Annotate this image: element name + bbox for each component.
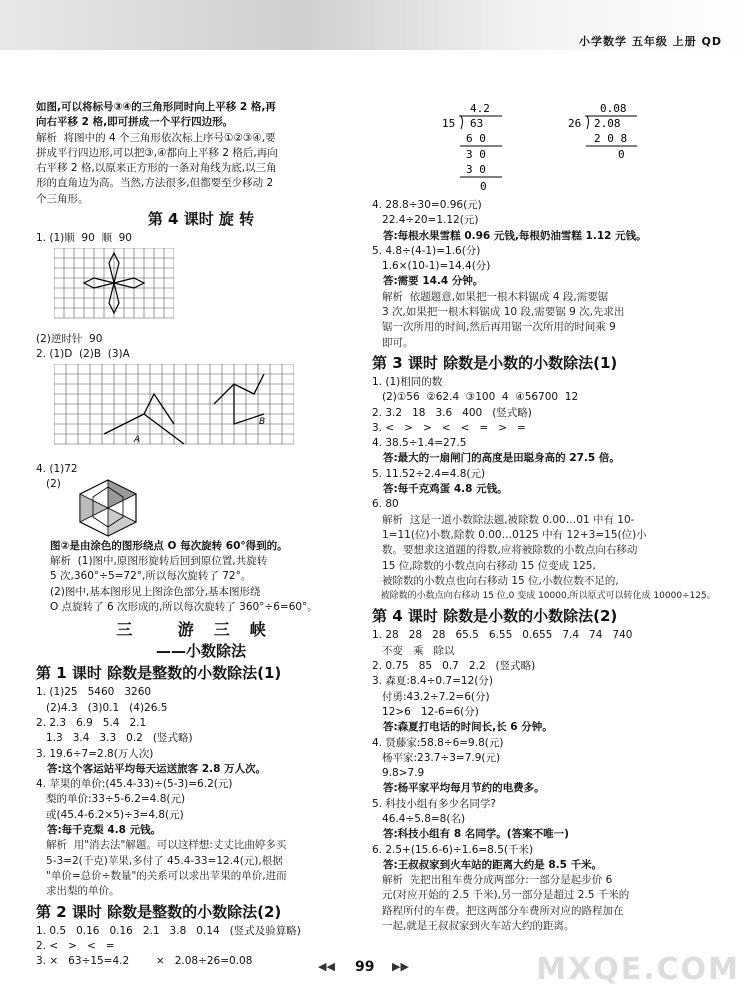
unit-title: 三 游三峡	[116, 620, 286, 640]
analysis-line: 5-3=2(千克)苹果,多付了 45.4-33=12.4(元),根据	[36, 854, 283, 867]
answer-line: 4. 贤藤家:58.8÷6=9.8(元)	[372, 736, 504, 749]
answer-line: 1. (1)顺 90 顺 90	[36, 232, 132, 245]
intro-line: 个三角形。	[36, 192, 89, 205]
answer-line: 2. 0.75 85 0.7 2.2 (竖式略)	[372, 660, 536, 673]
answer-line: 3. < > > < < = > =	[372, 421, 526, 434]
analysis-line: (2)图中,基本图形见上图涂色部分,基本图形绕	[50, 585, 261, 598]
answer-line: 5. 4.8÷(4-1)=1.6(分)	[372, 244, 481, 257]
right-column	[372, 100, 724, 934]
answer-line: 12>6 12-6=6(分)	[372, 705, 479, 718]
rotation-abc-grid-figure	[54, 364, 294, 454]
answer-line: 4. 38.5÷1.4=27.5	[372, 437, 467, 450]
div2-dividend: 2.08	[594, 117, 621, 130]
intro-line: 如图,可以将标号③④的三角形同时向上平移 2 格,再	[36, 101, 276, 113]
long-division-area	[372, 100, 724, 198]
div1-step: 6 0	[466, 132, 486, 145]
answer-line: 答:这个客运站平均每天运送旅客 2.8 万人次。	[36, 762, 267, 775]
div2-quotient: 0.08	[600, 102, 627, 115]
analysis-line: O 点旋转了 6 次形成的,所以每次旋转了 360°÷6=60°。	[50, 601, 318, 614]
div1-divisor: 15	[442, 117, 456, 130]
answer-line: 2. 3.2 18 3.6 400 (竖式略)	[372, 406, 532, 419]
long-division-1	[432, 100, 522, 198]
answer-line: 3. 森夏:8.4÷0.7=12(分)	[372, 675, 493, 688]
svg-text:A: A	[134, 435, 141, 446]
answer-line: 6. 2.5+(15.6-6)÷1.6=8.5(千米)	[372, 843, 534, 856]
svg-text:B: B	[259, 417, 266, 428]
div1-quotient: 4.2	[470, 102, 490, 115]
long-division-2	[562, 100, 662, 198]
answer-line: (2)4.3 (3)0.1 (4)26.5	[36, 701, 168, 714]
answer-line: 2. (1)D (2)B (3)A	[36, 347, 130, 360]
analysis-line: 1=11(位)小数,除数 0.00…0125 中有 12+3=15(位)小	[372, 528, 647, 541]
analysis-line: 15 位,除数的小数点向右移动 15 位变成 125,	[372, 559, 596, 572]
analysis-line: 即可。	[372, 336, 414, 349]
page-header	[0, 0, 750, 50]
analysis-line: 路程所付的车费。把这两部分车费所对应的路程加在	[372, 904, 624, 917]
div1-step: 3 0	[466, 148, 486, 161]
analysis-line: 一起,就是王叔叔家到火车站大约的距离。	[372, 920, 575, 933]
lesson-4b-title: 第 4 课时 除数是小数的小数除法(2)	[372, 607, 618, 626]
answer-line: 2. < > < =	[36, 939, 115, 952]
answer-line: 梨的单价:33÷5-6.2=4.8(元)	[36, 793, 186, 806]
rotation-grid-figure	[54, 248, 174, 324]
intro-block	[36, 100, 366, 207]
lesson-2-title: 第 2 课时 除数是整数的小数除法(2)	[36, 902, 282, 921]
hexagon-rotation-figure	[73, 477, 143, 539]
answer-line: 46.4÷5.8=8(名)	[372, 812, 466, 825]
answer-line: 答:需要 14.4 分钟。	[372, 275, 484, 288]
answer-line: 4. (1)72	[36, 462, 78, 475]
answer-line: 1. (1)25 5460 3260	[36, 686, 152, 699]
left-column	[36, 100, 366, 969]
analysis-line: 锯一次所用的时间,然后再用锯一次所用的时间乘 9	[372, 321, 616, 334]
analysis-line: 解析 用"消去法"解题。可以这样想:丈丈比曲婷多买	[36, 839, 287, 852]
header-title: 小学数学 五年级 上册 QD	[579, 35, 722, 48]
answer-line: 付勇:43.2÷7.2=6(分)	[372, 690, 490, 703]
div1-step: 3 0	[466, 163, 486, 176]
q4-figure-row	[36, 477, 366, 539]
unit-subtitle: ——小数除法	[155, 642, 246, 661]
answer-line: 1. 28 28 28 65.5 6.55 0.655 7.4 74 740	[372, 629, 633, 642]
intro-line: 拼成平行四边形,可以把③,④都向上平移 2 格后,再向	[36, 146, 278, 159]
analysis-line: 解析 依题题意,如果把一根木料锯成 4 段,需要锯	[372, 290, 609, 303]
div1-dividend: 63	[470, 117, 484, 130]
answer-line: 22.4÷20=1.12(元)	[372, 214, 479, 227]
answer-line: (2)	[46, 477, 61, 490]
answer-line: 9.8>7.9	[372, 767, 425, 780]
prev-arrows-icon: ◀◀	[318, 960, 335, 973]
analysis-line: 数。要想求这道题的得数,应将被除数的小数点向右移动	[372, 544, 638, 557]
lesson-1-title: 第 1 课时 除数是整数的小数除法(1)	[36, 664, 282, 683]
intro-line: 右平移 2 格,以原来正方形的一条对角线为底,以三角	[36, 162, 277, 175]
analysis-line: 求出梨的单价。	[36, 885, 120, 898]
answer-line: 答:杨平家平均每月节约的电费多。	[372, 782, 545, 795]
lesson-4-title: 第 4 课时 旋 转	[147, 210, 255, 229]
analysis-line: "单价=总价÷数量"的关系可以求出苹果的单价,进而	[36, 869, 287, 882]
answer-line: 答:森夏打电话的时间长,长 6 分钟。	[372, 721, 553, 734]
page-footer	[0, 952, 750, 989]
analysis-line: 3 次,如果把一根木料锯成 10 段,需要锯 9 次,先求出	[372, 306, 625, 319]
answer-line: (2)逆时针 90	[36, 332, 103, 345]
answer-line: 1.6×(10-1)=14.4(分)	[372, 260, 491, 273]
next-arrows-icon: ▶▶	[392, 960, 409, 973]
watermark: MXQE.COM	[536, 952, 740, 987]
answer-line: 答:科技小组有 8 名同学。(答案不唯一)	[372, 828, 569, 841]
answer-line: 3. × 63÷15=4.2 × 2.08÷26=0.08	[36, 955, 253, 968]
div1-step: 0	[480, 180, 487, 193]
analysis-line: 被除数的小数点向右移动 15 位,0 变成 10000,所以原式可以转化成 10000÷125。	[372, 591, 716, 602]
analysis-line: 被除数的小数点也向右移动 15 位,小数位数不足的,	[372, 574, 619, 587]
answer-line: 5. 11.52÷2.4=4.8(元)	[372, 467, 486, 480]
analysis-line: 元(对应开始的 2.5 千米),另一部分是超过 2.5 千米的	[372, 889, 630, 902]
analysis-line: 图②是由涂色的图形绕点 O 每次旋转 60°得到的。	[50, 539, 288, 552]
answer-line: 5. 科技小组有多少名同学?	[372, 797, 496, 810]
analysis-line: 解析 先把出租车费分成两部分:一部分是起步价 6	[372, 874, 613, 887]
answer-line: 答:每千克鸡蛋 4.8 元钱。	[372, 483, 508, 496]
answer-line: (2)①56 ②62.4 ③100 4 ④56700 12	[372, 391, 579, 404]
div2-step: 2 0 8	[594, 132, 628, 145]
analysis-line: 解析 (1)图中,原图形旋转后回到原位置,共旋转	[50, 555, 268, 568]
answer-line: 答:最大的一扇闸门的高度是田聪身高的 27.5 倍。	[372, 452, 620, 465]
answer-line: 或(45.4-6.2×5)÷3=4.8(元)	[36, 808, 184, 821]
answer-line: 6. 80	[372, 498, 399, 511]
answer-line: 4. 苹果的单价:(45.4-33)÷(5-3)=6.2(元)	[36, 778, 233, 791]
intro-line: 形的直角边为高。当然,方法很多,但都要至少移动 2	[36, 177, 274, 190]
answer-line: 1. 0.5 0.16 0.16 2.1 3.8 0.14 (竖式及验算略)	[36, 924, 301, 937]
analysis-line: 解析 这是一道小数除法题,被除数 0.00…01 中有 10-	[372, 513, 635, 526]
answer-line: 不变 乘 除以	[372, 644, 455, 657]
page-number: 99	[355, 959, 375, 975]
answer-line: 3. 19.6÷7=2.8(万人次)	[36, 747, 154, 760]
answer-line: 答:王叔叔家到火车站的距离大约是 8.5 千米。	[372, 858, 603, 871]
answer-line: 1.3 3.4 3.3 0.2 (竖式略)	[36, 732, 193, 745]
intro-line: 向右平移 2 格,即可拼成一个平行四边形。	[36, 116, 234, 129]
answer-line: 答:每根水果雪糕 0.96 元钱,每根奶油雪糕 1.12 元钱。	[372, 229, 647, 242]
answer-line: 2. 2.3 6.9 5.4 2.1	[36, 716, 147, 729]
analysis-line: 5 次,360°÷5=72°,所以每次旋转了 72°。	[50, 570, 252, 583]
answer-line: 答:每千克梨 4.8 元钱。	[36, 824, 162, 837]
answer-line: 4. 28.8÷30=0.96(元)	[372, 199, 482, 211]
answer-line: 1. (1)相同的数	[372, 375, 443, 388]
answer-line: 杨平家:23.7÷3=7.9(元)	[372, 751, 501, 764]
lesson-3-title: 第 3 课时 除数是小数的小数除法(1)	[372, 353, 618, 372]
intro-line: 解析 将图中的 4 个三角形依次标上序号①②③④,要	[36, 131, 276, 144]
div2-divisor: 26	[568, 117, 582, 130]
div2-step: 0	[618, 148, 625, 161]
